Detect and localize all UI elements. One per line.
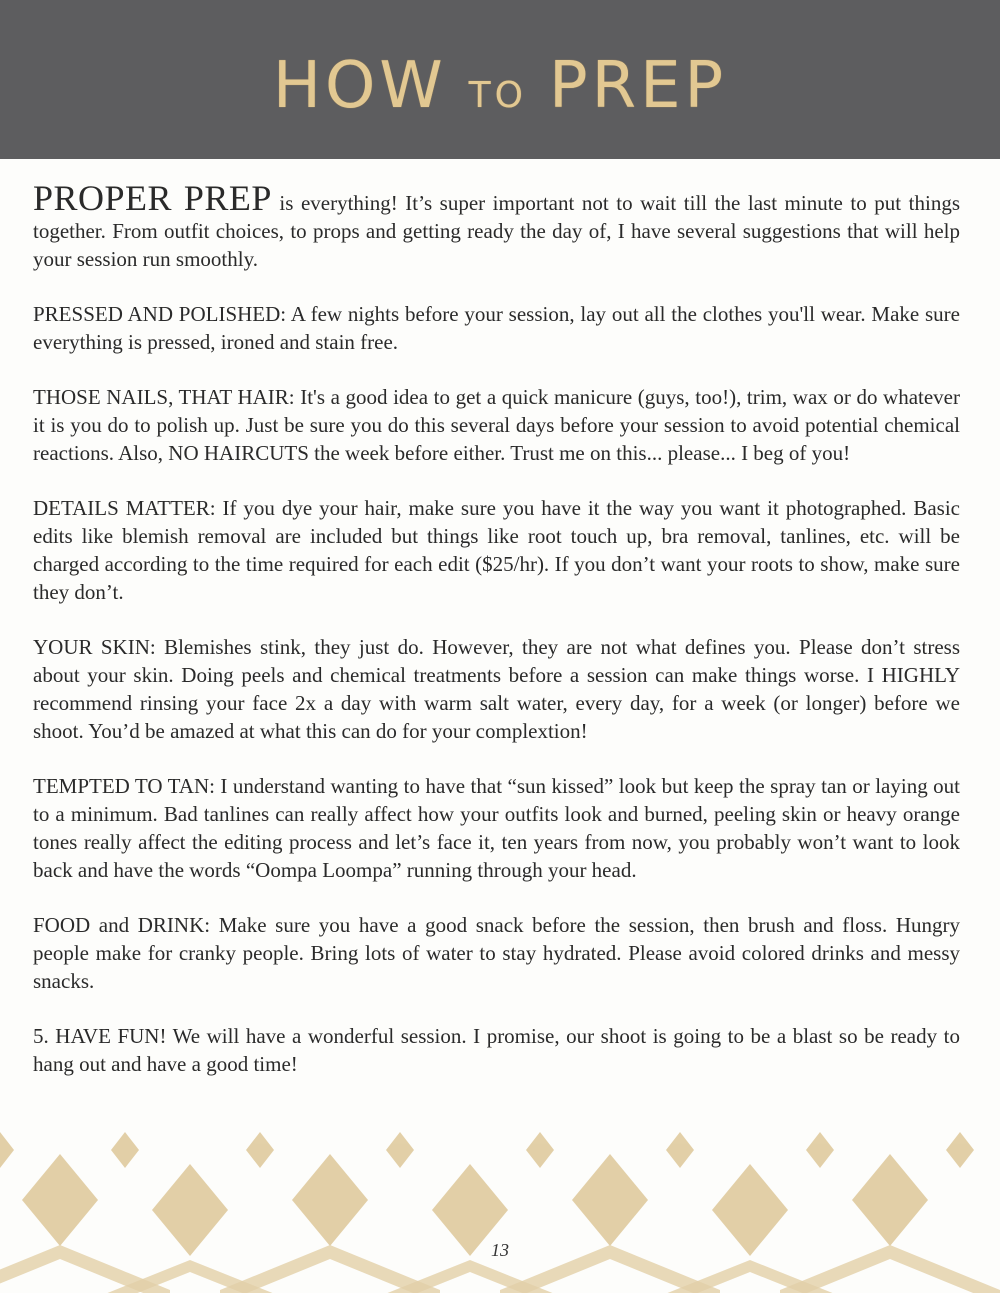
section-text: Make sure you have a good snack before the session, then brush and floss. Hungry people make for cranky people. Bring lots of water to stay hydrated. Please avoid colored drinks and messy snacks.: [33, 913, 961, 993]
title-how: HOW: [272, 48, 447, 123]
page-number: 13: [491, 1240, 509, 1260]
intro-lead: PROPER PREP: [33, 178, 272, 218]
pattern-small-diamond: [0, 1132, 14, 1168]
pattern-diamond: [852, 1154, 928, 1246]
pattern-diamond: [292, 1154, 368, 1246]
section-text: It's a good idea to get a quick manicure (guys, too!), trim, wax or do whatever it is you do to polish up. Just be sure you do this several days before your session to avoid potential chemical reactions. Also, NO HAIRCUTS the week before either. Trust me on this... please... I beg of you!: [33, 385, 961, 465]
section-nails-hair: [33, 383, 960, 467]
section-text: If you dye your hair, make sure you have it the way you want it photographed. Basic edits like blemish removal are included but things like root touch up, bra removal, tanlines, etc. will be charged according to the time required for each edit ($25/hr). If you don’t want your roots to show, make sure they don’t.: [33, 496, 961, 604]
section-have-fun: [33, 1022, 960, 1078]
pattern-small-diamond: [526, 1132, 554, 1168]
section-heading: TEMPTED TO TAN:: [33, 774, 215, 798]
body-text: [33, 178, 961, 1105]
section-text: We will have a wonderful session. I promise, our shoot is going to be a blast so be ready to hang out and have a good time!: [33, 1024, 960, 1076]
section-text: A few nights before your session, lay out all the clothes you'll wear. Make sure everything is pressed, ironed and stain free.: [33, 302, 960, 354]
section-heading: FOOD and DRINK:: [33, 913, 211, 937]
pattern-small-diamond: [386, 1132, 414, 1168]
pattern-small-diamond: [946, 1132, 974, 1168]
section-skin: [33, 633, 960, 745]
section-pressed: [33, 300, 960, 356]
section-text: I understand wanting to have that “sun kissed” look but keep the spray tan or laying out to a minimum. Bad tanlines can really affect how your outfits look and burned, peeling skin or heavy orange tones really affect the editing process and let’s face it, ten years from now, you probably won’t want to look back and have the words “Oompa Loompa” running through your head.: [33, 774, 961, 882]
title-prep: PREP: [549, 48, 728, 123]
pattern-small-diamond: [111, 1132, 139, 1168]
pattern-small-diamond: [666, 1132, 694, 1168]
title-to: TO: [468, 74, 527, 116]
intro-text: is everything! It’s super important not to wait till the last minute to put things together. From outfit choices, to props and getting ready the day of, I have several suggestions that will help your session run smoothly.: [33, 191, 960, 271]
section-heading: YOUR SKIN:: [33, 635, 156, 659]
pattern-small-diamond: [806, 1132, 834, 1168]
section-tan: [33, 772, 960, 884]
section-heading: DETAILS MATTER:: [33, 496, 216, 520]
section-food-drink: [33, 911, 960, 995]
section-details: [33, 494, 960, 606]
section-heading: THOSE NAILS, THAT HAIR:: [33, 385, 295, 409]
section-heading: PRESSED AND POLISHED:: [33, 302, 287, 326]
pattern-diamond: [572, 1154, 648, 1246]
page-header: [0, 0, 1000, 159]
page-title: [273, 49, 727, 123]
decorative-pattern: [0, 1130, 1000, 1293]
pattern-small-diamond: [246, 1132, 274, 1168]
intro-paragraph: [33, 178, 960, 273]
section-text: Blemishes stink, they just do. However, they are not what defines you. Please don’t stress about your skin. Doing peels and chemical treatments before a session can make things worse. I HIGHLY recommend rinsing your face 2x a day with warm salt water, every day, for a week (or longer) before we shoot. You’d be amazed at what this can do for your complextion!: [33, 635, 961, 743]
pattern-diamond: [22, 1154, 98, 1246]
section-heading: 5. HAVE FUN!: [33, 1024, 167, 1048]
